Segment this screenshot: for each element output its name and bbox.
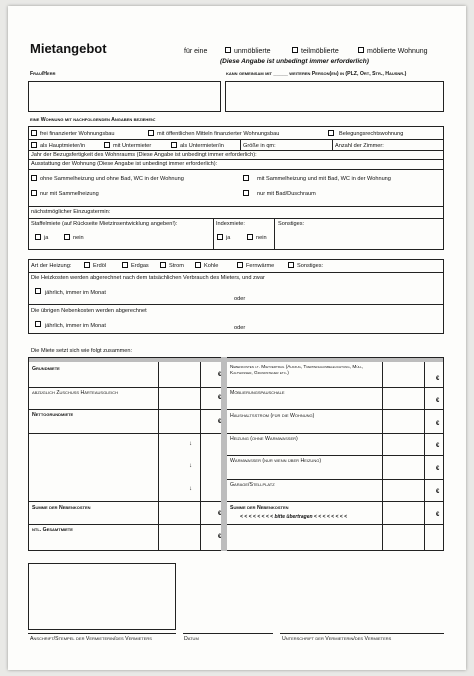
weitere-personen-label: kann gemeinsam mit _____ weiteren Person(en) in (PLZ, Ort, Str., Hausnr.) <box>226 71 407 77</box>
einzug-label: nächstmöglicher Einzugstermin: <box>31 209 111 215</box>
nebenkosten-label: Die übrigen Nebenkosten werden abgerechnet <box>31 308 147 314</box>
hauptmieter-label: als Hauptmieter/in <box>40 143 86 149</box>
moebliert-checkbox[interactable] <box>358 47 364 53</box>
strom-checkbox[interactable] <box>160 262 166 268</box>
belegung-checkbox[interactable] <box>328 130 334 136</box>
ausstattung-label: Ausstattung der Wohnung (Diese Angabe ist unbedingt immer erforderlich): <box>31 161 218 167</box>
belegung-label: Belegungsrechtswohnung <box>339 131 404 137</box>
heizung-label: Art der Heizung: <box>31 263 72 269</box>
nebenkosten-jaehrlich-label: jährlich, immer im Monat <box>45 323 106 329</box>
heizkosten-oder-label: oder <box>234 296 246 302</box>
haerteausgleich-label: abzüglich Zuschuss Härteausgleich <box>32 390 118 396</box>
header-note: (Diese Angabe ist unbedingt immer erforderlich) <box>220 58 369 65</box>
index-nein-checkbox[interactable] <box>247 234 253 240</box>
warmwasser-euro: € <box>436 466 440 472</box>
arrow-3: ↓ <box>189 486 192 492</box>
kohle-label: Kohle <box>204 263 219 269</box>
nur-bad-checkbox[interactable] <box>243 190 249 196</box>
zimmer-label: Anzahl der Zimmer: <box>335 143 384 149</box>
ohne-sammel-label: ohne Sammelheizung und ohne Bad, WC in der Wohnung <box>40 176 184 182</box>
nur-sammel-checkbox[interactable] <box>31 190 37 196</box>
sonstiges-label: Sonstiges: <box>278 221 305 227</box>
haushaltsstrom-euro: € <box>436 421 440 427</box>
nebenkosten-oder-label: oder <box>234 325 246 331</box>
heizung-nk-label: Heizung (ohne Warmwasser) <box>230 436 298 442</box>
arrow-1: ↓ <box>189 441 192 447</box>
heizkosten-label: Die Heizkosten werden abgerechnet nach dem tatsächlichen Verbrauch des Mieters, und zwar <box>31 275 265 281</box>
heizkosten-jaehrlich-label: jährlich, immer im Monat <box>45 290 106 296</box>
jahr-label: Jahr der Bezugsfertigkeit des Wohnraums (Diese Angabe ist unbedingt immer erforderlich): <box>31 152 257 158</box>
frei-finanziert-label: frei finanzierter Wohnungsbau <box>40 131 115 137</box>
untermieter-mit-checkbox[interactable] <box>104 142 110 148</box>
teilmoebliert-label: teilmöblierte <box>301 48 339 55</box>
untermieter-label: als Untermieter/in <box>180 143 224 149</box>
index-ja-label: ja <box>226 235 231 241</box>
erdoel-label: Erdöl <box>93 263 107 269</box>
fuer-eine-label: für eine <box>184 48 208 55</box>
nettogrundmiete-label: Nettogrundmiete <box>32 412 74 418</box>
erdgas-checkbox[interactable] <box>122 262 128 268</box>
garage-euro: € <box>436 489 440 495</box>
warmwasser-label: Warmwasser (nur wenn über Heizung) <box>230 458 322 464</box>
ohne-sammel-checkbox[interactable] <box>31 175 37 181</box>
untermieter-checkbox[interactable] <box>171 142 177 148</box>
index-label: Indexmiete: <box>216 221 245 227</box>
gesamtmiete-euro: € <box>218 534 222 540</box>
index-ja-checkbox[interactable] <box>217 234 223 240</box>
haushaltsstrom-label: Haushaltsstrom (für die Wohnung) <box>230 413 315 419</box>
index-nein-label: nein <box>256 235 267 241</box>
form-sheet <box>8 6 466 670</box>
mit-sammel-bad-label: mit Sammelheizung und mit Bad, WC in der Wohnung <box>257 176 391 182</box>
unmoebliert-checkbox[interactable] <box>225 47 231 53</box>
staffel-ja-label: ja <box>44 235 49 241</box>
erdgas-label: Erdgas <box>131 263 149 269</box>
grundmiete-euro: € <box>218 372 222 378</box>
summe-nebenkosten-right-label: Summe der Nebenkosten <box>230 505 289 511</box>
hauptmieter-checkbox[interactable] <box>31 142 37 148</box>
unmoebliert-label: unmöblierte <box>234 48 271 55</box>
nettogrundmiete-euro: € <box>218 419 222 425</box>
nur-sammel-label: nur mit Sammelheizung <box>40 191 99 197</box>
stempel-label: Anschrift/Stempel der Vermieterin/des Vermieters <box>30 636 152 642</box>
oeffentlich-checkbox[interactable] <box>148 130 154 136</box>
nur-bad-label: nur mit Bad/Duschraum <box>257 191 316 197</box>
frau-herr-label: Frau/Herr <box>30 71 56 77</box>
unterschrift-label: Unterschrift der Vermieterin/des Vermieters <box>282 636 392 642</box>
summe-nebenkosten-right-euro: € <box>436 512 440 518</box>
address-field[interactable] <box>225 81 444 112</box>
heizung-nk-euro: € <box>436 443 440 449</box>
arrow-2: ↓ <box>189 463 192 469</box>
gesamtmiete-label: ntl. Gesamtmiete <box>32 527 73 533</box>
stempel-box[interactable] <box>28 563 176 630</box>
oeffentlich-label: mit öffentlichen Mitteln finanzierter Wohnungsbau <box>157 131 280 137</box>
form-title: Mietangebot <box>30 41 107 56</box>
sonstiges-heizung-checkbox[interactable] <box>288 262 294 268</box>
nebenkosten-vertrag-label: Nebenkosten lt. Mietvertrag (Aufzug, Treppenhausbeleuchtung, Müll, Kaltwasser, Grundsteuer etc.) <box>230 365 364 376</box>
untermieter-mit-label: mit Untermieter <box>113 143 152 149</box>
miete-intro: Die Miete setzt sich wie folgt zusammen: <box>31 348 133 354</box>
sonstiges-heizung-label: Sonstiges: <box>297 263 324 269</box>
nebenkosten-jaehrlich-checkbox[interactable] <box>35 321 41 327</box>
moebliert-label: möblierte Wohnung <box>367 48 428 55</box>
teilmoebliert-checkbox[interactable] <box>292 47 298 53</box>
frau-herr-field[interactable] <box>28 81 221 112</box>
moeblierung-label: Möblierungspauschale <box>230 390 285 396</box>
heizkosten-jaehrlich-checkbox[interactable] <box>35 288 41 294</box>
summe-nebenkosten-left-label: Summe der Nebenkosten <box>32 505 91 511</box>
fernwaerme-label: Fernwärme <box>246 263 275 269</box>
kohle-checkbox[interactable] <box>195 262 201 268</box>
wohnung-intro: eine Wohnung mit nachfolgenden Angaben beziehen: <box>30 117 156 123</box>
nebenkosten-vertrag-euro: € <box>436 376 440 382</box>
staffel-nein-checkbox[interactable] <box>64 234 70 240</box>
strom-label: Strom <box>169 263 184 269</box>
erdoel-checkbox[interactable] <box>84 262 90 268</box>
fernwaerme-checkbox[interactable] <box>237 262 243 268</box>
datum-label: Datum <box>184 636 199 642</box>
moeblierung-euro: € <box>436 398 440 404</box>
staffel-nein-label: nein <box>73 235 84 241</box>
bitte-uebertragen: < < < < < < < < bitte übertragen < < < < < < < < <box>240 514 348 520</box>
staffel-label: Staffelmiete (auf Rückseite Mietzinsentwicklung angeben!): <box>31 221 178 227</box>
groesse-label: Größe in qm: <box>243 143 276 149</box>
haerteausgleich-euro: € <box>218 395 222 401</box>
frei-finanziert-checkbox[interactable] <box>31 130 37 136</box>
grundmiete-label: Grundmiete <box>32 366 60 372</box>
garage-label: Garage/Stellplatz <box>230 482 275 488</box>
staffel-ja-checkbox[interactable] <box>35 234 41 240</box>
mit-sammel-bad-checkbox[interactable] <box>243 175 249 181</box>
summe-nebenkosten-left-euro: € <box>218 511 222 517</box>
